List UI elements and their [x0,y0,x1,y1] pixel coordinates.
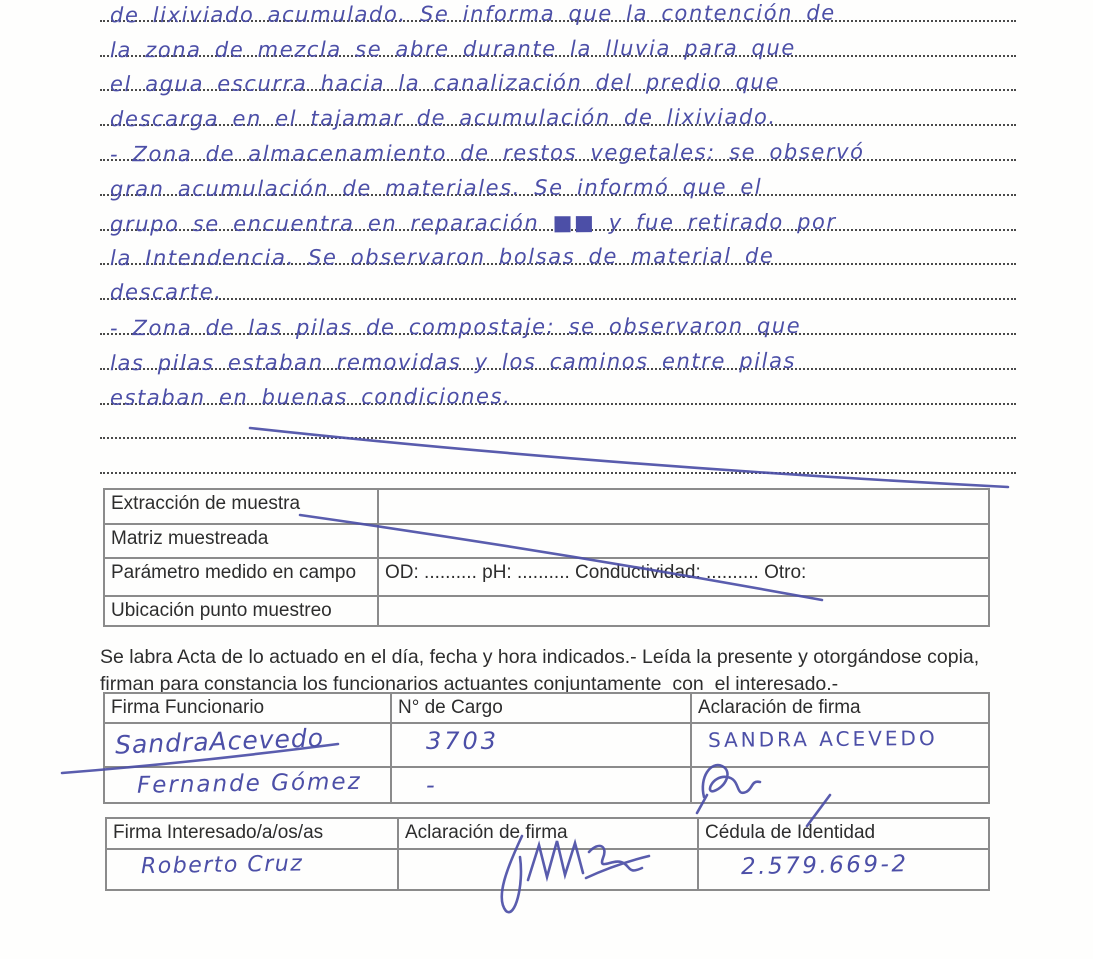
handwritten-text: las pilas estaban removidas y los caminos entre pilas [109,348,797,375]
handwritten-text: estaban en buenas condiciones. [109,383,512,410]
row-label: Extracción de muestra [104,489,378,524]
handwritten-text: grupo se encuentra en reparación ■■ y fue retirado por [109,209,837,236]
handwritten-line [100,161,1016,201]
handwritten-line-empty [100,405,1016,440]
handwritten-line [100,196,1016,236]
handwritten-line-empty [100,439,1016,474]
column-header: Firma Interesado/a/os/as [106,818,398,849]
row-value: OD: .......... pH: .......... Conductividad: .......... Otro: [378,558,989,596]
cargo-number: - [426,771,435,799]
handwritten-line [100,370,1016,410]
handwritten-line [100,91,1016,132]
table-row [104,524,989,558]
closing-paragraph: Se labra Acta de lo actuado en el día, fecha y hora indicados.- Leída la presente y otorgándose copia, firman para constancia los funcionarios actuantes conjuntamente con el interesado.- [100,646,985,695]
table-row [104,558,989,596]
handwritten-text: gran acumulación de materiales. Se informó que el [109,174,763,201]
name-clarification: SANDRA ACEVEDO [707,725,938,752]
table-header-row [104,693,989,723]
handwritten-text: la zona de mezcla se abre durante la lluvia para que [109,35,796,62]
table-row [106,849,989,890]
handwritten-line [100,126,1016,167]
table-row [104,723,989,767]
handwritten-text: - Zona de almacenamiento de restos vegetales: se observó [109,139,865,167]
column-header: Cédula de Identidad [698,818,989,849]
handwritten-text: la Intendencia. Se observaron bolsas de material de [109,244,775,271]
officials-signature-table [103,692,990,804]
table-header-row [106,818,989,849]
row-label: Parámetro medido en campo [104,558,378,596]
signature-scribble-cell [691,767,989,803]
handwritten-observations [100,0,1016,474]
handwritten-line [100,300,1016,341]
row-value [378,489,989,524]
column-header: Firma Funcionario [104,693,391,723]
handwritten-text: - Zona de las pilas de compostaje: se observaron que [109,313,802,341]
row-value [378,596,989,626]
sampling-table [103,488,990,627]
column-header: N° de Cargo [391,693,691,723]
signature-scribble-cell [398,849,698,890]
signature-fernande-gomez: Fernande Gómez [136,768,362,799]
column-header: Aclaración de firma [398,818,698,849]
handwritten-text: el agua escurra hacia la canalización del predio que [109,70,780,97]
table-row [104,596,989,626]
cargo-number: 3703 [426,727,500,755]
row-label: Ubicación punto muestreo [104,596,378,626]
handwritten-text: descarga en el tajamar de acumulación de lixiviado. [109,105,777,132]
handwritten-text: de lixiviado acumulado. Se informa que la contención de [109,0,836,28]
handwritten-line [100,335,1016,375]
column-header: Aclaración de firma [691,693,989,723]
handwritten-line [100,22,1016,62]
signature-roberto-cruz: Roberto Cruz [140,851,304,880]
interested-signature-table [105,817,990,891]
row-label: Matriz muestreada [104,524,378,558]
cedula-number: 2.579.669-2 [740,851,909,881]
handwritten-line [100,57,1016,97]
handwritten-line [100,265,1016,305]
table-row [104,767,989,803]
signature-sandra-acevedo: SandraAcevedo [114,723,325,760]
row-value [378,524,989,558]
handwritten-text: descarte. [109,279,223,305]
handwritten-line [100,0,1016,28]
table-row [104,489,989,524]
